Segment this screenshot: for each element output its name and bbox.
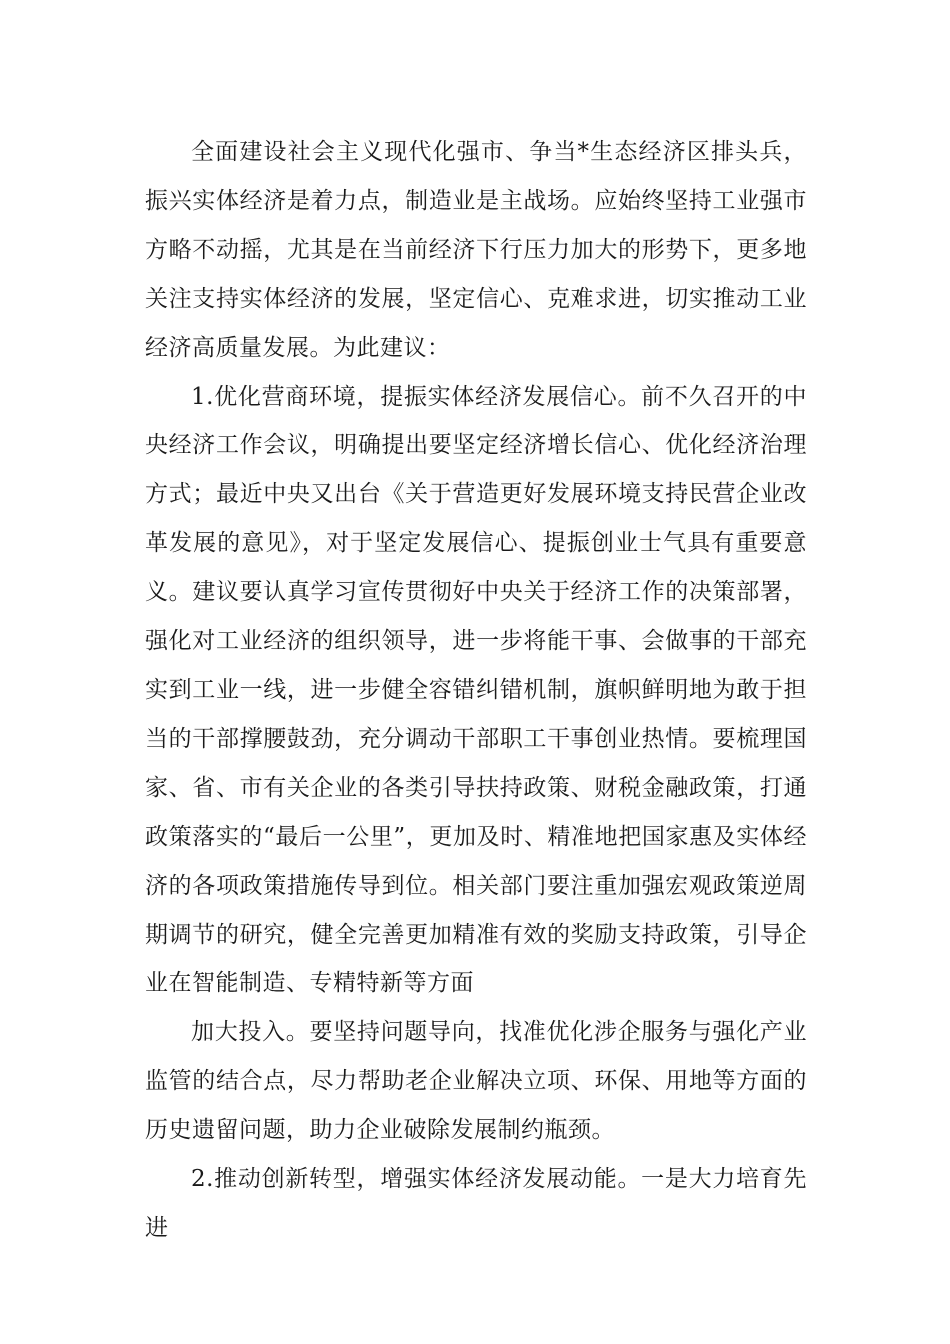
suggestion-1-paragraph: 1.优化营商环境，提振实体经济发展信心。前不久召开的中央经济工作会议，明确提出要坚定经济增长信心、优化经济治理方式；最近中央又出台《关于营造更好发展环境支持民营企业改革发展的意见》，对于坚定发展信心、提振创业士气具有重要意义。建议要认真学习宣传贯彻好中央关于经济工作的决策部署，强化对工业经济的组织领导，进一步将能干事、会做事的干部充实到工业一线，进一步健全容错纠错机制，旗帜鲜明地为敢于担当的干部撑腰鼓劲，充分调动干部职工干事创业热情。要梳理国家、省、市有关企业的各类引导扶持政策、财税金融政策，打通政策落实的“最后一公里”，更加及时、精准地把国家惠及实体经济的各项政策措施传导到位。相关部门要注重加强宏观政策逆周期调节的研究，健全完善更加精准有效的奖励支持政策，引导企业在智能制造、专精特新等方面 <box>145 383 807 997</box>
document-body <box>145 128 807 1253</box>
intro-paragraph: 全面建设社会主义现代化强市、争当*生态经济区排头兵，振兴实体经济是着力点，制造业是主战场。应始终坚持工业强市方略不动摇，尤其是在当前经济下行压力加大的形势下，更多地关注支持实体经济的发展，坚定信心、克难求进，切实推动工业经济高质量发展。为此建议： <box>145 139 807 361</box>
suggestion-2-paragraph: 2.推动创新转型，增强实体经济发展动能。一是大力培育先进 <box>145 1166 807 1241</box>
suggestion-1-continued-paragraph: 加大投入。要坚持问题导向，找准优化涉企服务与强化产业监管的结合点，尽力帮助老企业解决立项、环保、用地等方面的历史遗留问题，助力企业破除发展制约瓶颈。 <box>145 1019 807 1144</box>
